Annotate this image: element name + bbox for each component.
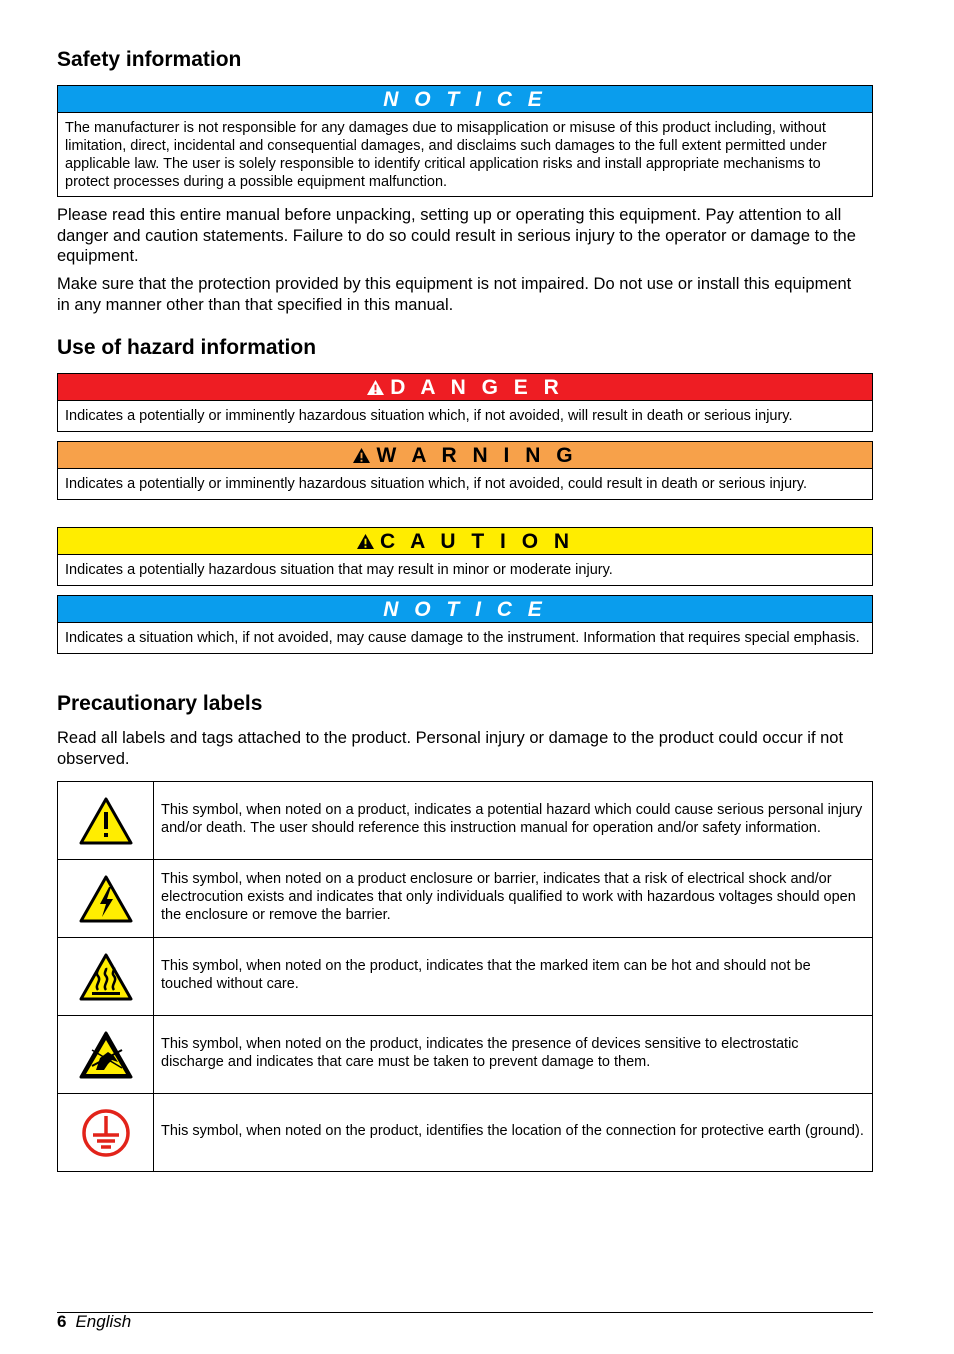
notice-text: The manufacturer is not responsible for any damages due to misapplication or misuse of this product including, without limitation, direct, incidental and consequential damages, and disclaims such damages to the full extent permitted under applicable law. The user is solely responsible to identify critical application risks and install appropriate mechanisms to protect processes during a possible equipment malfunction. (65, 120, 827, 190)
notice-title: N O T I C E (383, 597, 547, 621)
table-row (58, 938, 873, 1016)
page-number: 6 (57, 1312, 67, 1331)
danger-box (57, 373, 873, 432)
symbol-description: This symbol, when noted on the product, identifies the location of the connection for protective earth (ground). (154, 1094, 873, 1172)
notice-header (58, 596, 872, 623)
symbol-description: This symbol, when noted on a product, indicates a potential hazard which could cause serious personal injury and/or death. The user should reference this instruction manual for operation and/or safety information. (154, 782, 873, 860)
symbol-cell (58, 860, 154, 938)
symbol-description: This symbol, when noted on the product, indicates that the marked item can be hot and should not be touched without care. (154, 938, 873, 1016)
section-heading-safety: Safety information (57, 48, 242, 71)
table-row (58, 782, 873, 860)
footer-language: English (75, 1312, 132, 1331)
hot-surface-icon (78, 952, 134, 1002)
protective-earth-icon (80, 1107, 132, 1159)
general-warning-icon (78, 796, 134, 846)
symbol-cell (58, 782, 154, 860)
warning-box (57, 441, 873, 500)
section-heading-labels: Precautionary labels (57, 692, 263, 715)
table-row (58, 1094, 873, 1172)
symbol-cell (58, 1016, 154, 1094)
labels-intro: Read all labels and tags attached to the product. Personal injury or damage to the product could occur if not observed. (57, 729, 844, 768)
warning-triangle-icon (352, 447, 371, 464)
warning-text: Indicates a potentially or imminently hazardous situation which, if not avoided, could result in death or serious injury. (65, 476, 808, 492)
caution-box (57, 527, 873, 586)
safety-paragraph-1: Please read this entire manual before unpacking, setting up or operating this equipment. Pay attention to all danger and caution statements. Failure to do so could result in serious injury to the operator or damage to the equipment. (57, 206, 856, 265)
notice-box-safety (57, 85, 873, 197)
section-heading-hazard: Use of hazard information (57, 336, 317, 359)
caution-header (58, 528, 872, 555)
notice-title: N O T I C E (383, 87, 547, 111)
table-row (58, 860, 873, 938)
symbol-description: This symbol, when noted on the product, indicates the presence of devices sensitive to electrostatic discharge and indicates that care must be taken to prevent damage to them. (154, 1016, 873, 1094)
caution-title: C A U T I O N (379, 529, 575, 553)
warning-triangle-icon (366, 379, 385, 396)
warning-triangle-icon (356, 533, 375, 550)
notice-box-hazard (57, 595, 873, 654)
electrostatic-discharge-icon (78, 1030, 134, 1080)
footer-rule (57, 1312, 873, 1313)
warning-title: W A R N I N G (376, 443, 578, 467)
notice-header (58, 86, 872, 113)
symbol-cell (58, 938, 154, 1016)
danger-text: Indicates a potentially or imminently hazardous situation which, if not avoided, will result in death or serious injury. (65, 408, 793, 424)
table-row (58, 1016, 873, 1094)
symbol-description: This symbol, when noted on a product enclosure or barrier, indicates that a risk of electrical shock and/or electrocution exists and indicates that only individuals qualified to work with hazardous voltages should open the enclosure or remove the barrier. (154, 860, 873, 938)
labels-table (57, 781, 873, 1172)
warning-header (58, 442, 872, 469)
danger-header (58, 374, 872, 401)
symbol-cell (58, 1094, 154, 1172)
danger-title: D A N G E R (390, 375, 564, 399)
safety-paragraph-2: Make sure that the protection provided by this equipment is not impaired. Do not use or install this equipment in any manner other than that specified in this manual. (57, 275, 852, 314)
page-footer (57, 1312, 131, 1332)
caution-text: Indicates a potentially hazardous situation that may result in minor or moderate injury. (65, 562, 613, 578)
electrical-shock-icon (78, 874, 134, 924)
notice-text: Indicates a situation which, if not avoided, may cause damage to the instrument. Information that requires special emphasis. (65, 630, 860, 646)
